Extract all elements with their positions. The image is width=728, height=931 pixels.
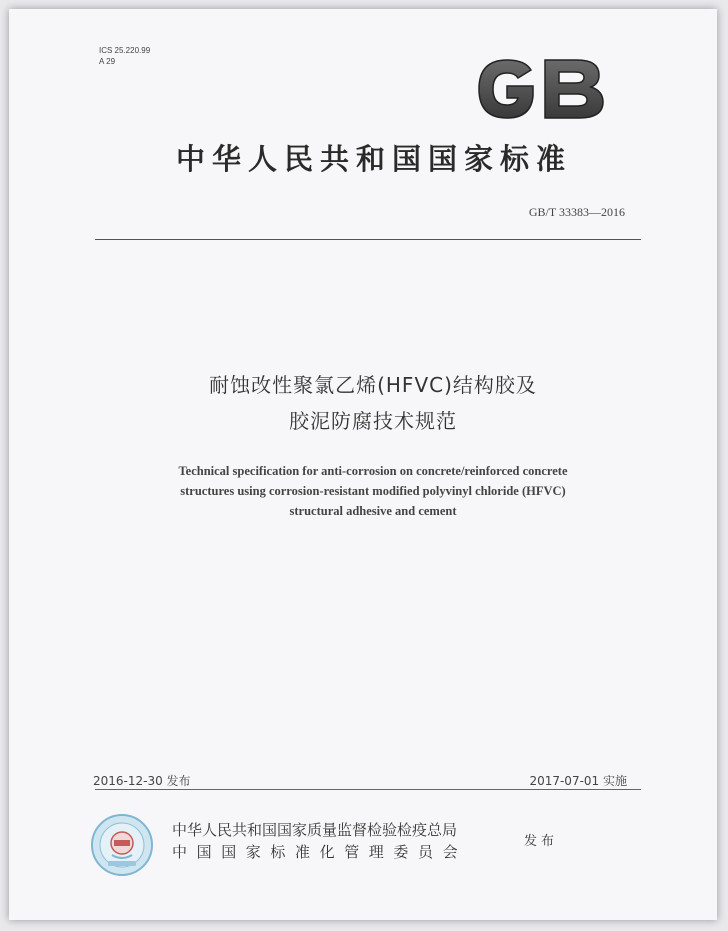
issuing-authorities	[172, 819, 467, 863]
gb-logo-icon	[473, 56, 607, 122]
issuer-aqsiq: 中华人民共和国国家质量监督检验检疫总局	[172, 821, 458, 839]
issuer-sac: 中国国家标准化管理委员会	[172, 843, 468, 861]
header-divider	[95, 239, 641, 240]
publish-label: 发布	[524, 834, 559, 849]
classification-codes	[99, 45, 150, 67]
issue-date: 2016-12-30 发布	[93, 774, 191, 788]
english-title	[69, 461, 677, 521]
chinese-title-line: 胶泥防腐技术规范	[289, 409, 457, 433]
footer-divider	[95, 789, 641, 790]
ccs-code: A 29	[99, 57, 116, 66]
standard-category-title: 中华人民共和国国家标准	[175, 142, 572, 176]
aqsiq-seal-icon	[90, 813, 154, 877]
standard-cover-page	[9, 9, 717, 920]
standard-number: GB/T 33383—2016	[528, 205, 625, 219]
chinese-title	[49, 367, 697, 439]
implementation-date: 2017-07-01 实施	[529, 774, 627, 788]
ics-code: ICS 25.220.99	[99, 46, 151, 55]
chinese-title-line: 耐蚀改性聚氯乙烯(HFVC)结构胶及	[209, 373, 537, 397]
english-title-line: Technical specification for anti-corrosion on concrete/reinforced concrete	[178, 464, 568, 478]
english-title-line: structural adhesive and cement	[289, 504, 457, 518]
english-title-line: structures using corrosion-resistant modified polyvinyl chloride (HFVC)	[180, 484, 566, 498]
